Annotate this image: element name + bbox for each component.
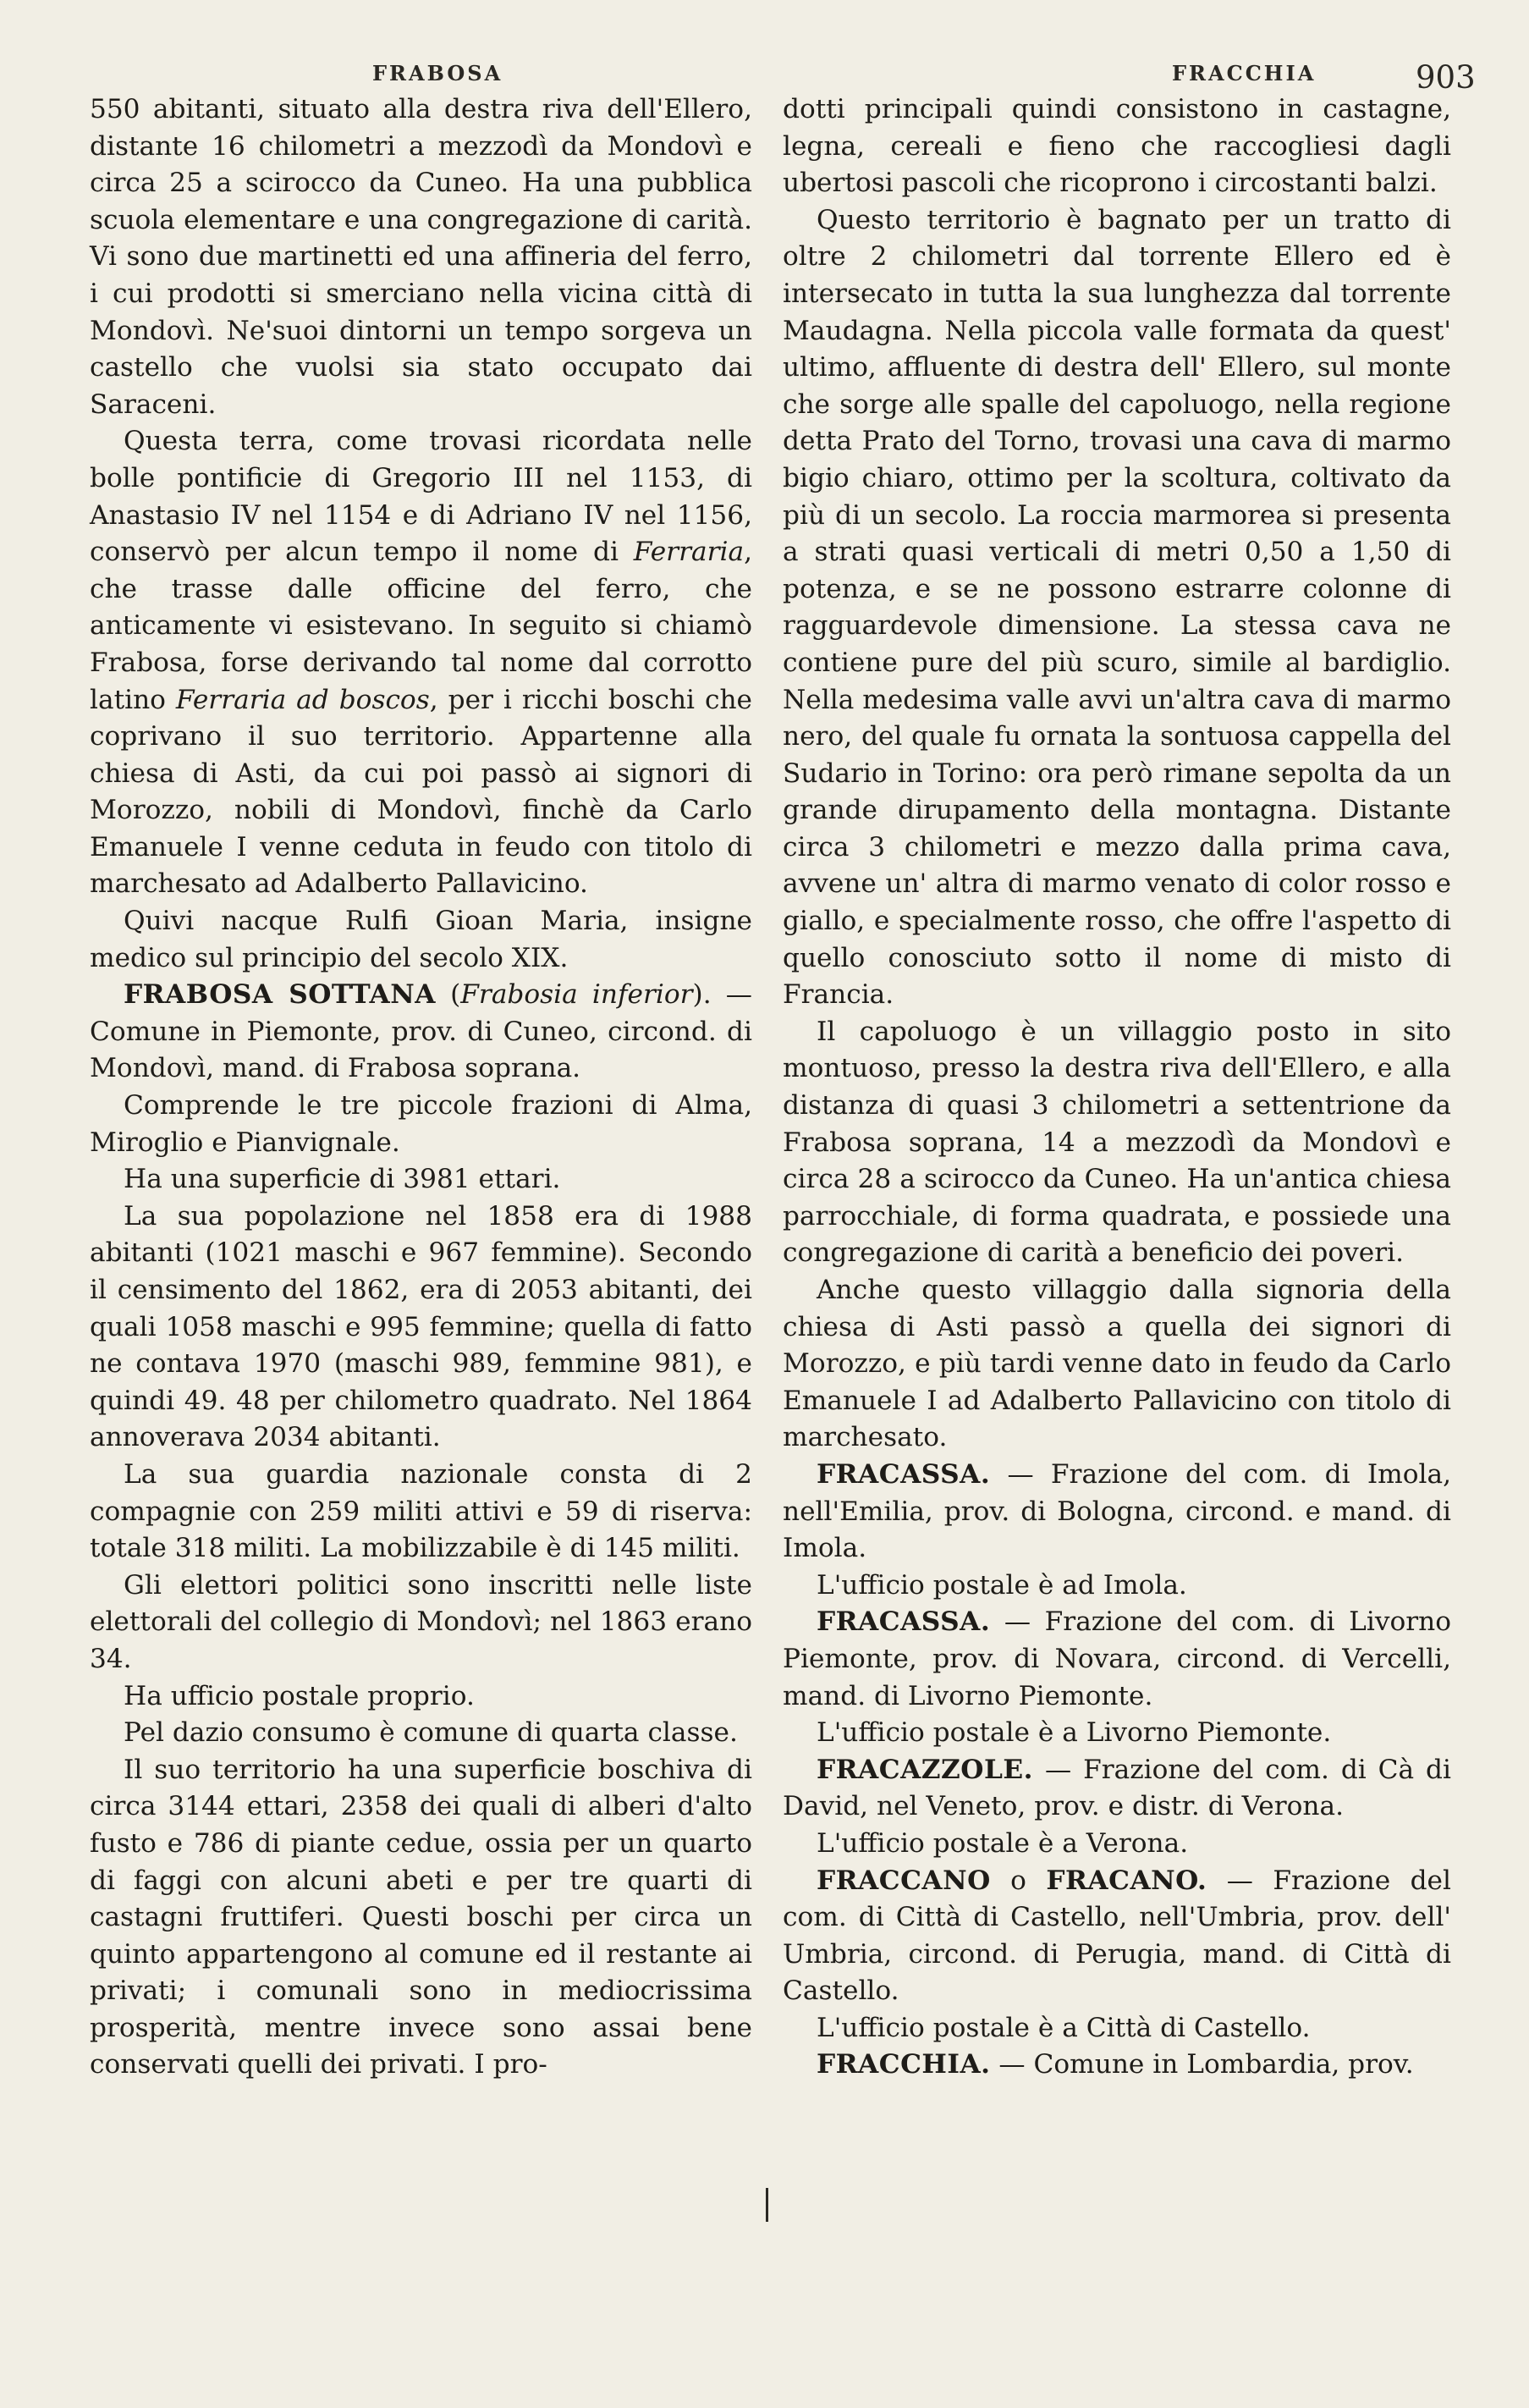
entry-headword: FRABOSA SOTTANA bbox=[124, 979, 436, 1011]
paragraph: La sua guardia nazionale consta di 2 compagnie con 259 militi attivi e 59 di riserva: totale 318 militi. La mobilizzabile è di 145 militi. bbox=[90, 1458, 752, 1564]
paragraph: Quivi nacque Rulfi Gioan Maria, insigne medico sul principio del secolo XIX. bbox=[90, 906, 752, 973]
paragraph bbox=[783, 1752, 1451, 1826]
paragraph: Gli elettori politici sono inscritti nelle liste elettorali del collegio di Mondovì; nel 1863 erano 34. bbox=[90, 1569, 752, 1674]
italic-term: Ferraria bbox=[633, 537, 745, 568]
page-number: 903 bbox=[1416, 59, 1476, 96]
paragraph-text: — Comune in Lombardia, prov. bbox=[990, 2049, 1414, 2080]
paragraph-text: ). — Comune in Piemonte, prov. di Cuneo, circond. di Mondovì, mand. di Frabosa soprana. bbox=[90, 979, 752, 1084]
entry-headword: FRACCHIA. bbox=[817, 2049, 991, 2080]
paragraph: dotti principali quindi consistono in castagne, legna, cereali e fieno che raccogliesi dagli ubertosi pascoli che ricoprono i circostanti balzi. bbox=[783, 94, 1451, 199]
paragraph bbox=[90, 977, 752, 1088]
paragraph: Il capoluogo è un villaggio posto in sito montuoso, presso la destra riva dell'Ellero, e alla distanza di quasi 3 chilometri a settentrione da Frabosa soprana, 14 a mezzodì da Mondovì e circa 28 a scirocco da Cuneo. Ha un'antica chiesa parrocchiale, di forma quadrata, e possiede una congregazione di carità a beneficio dei poveri. bbox=[783, 1016, 1451, 1269]
italic-term: Ferraria ad boscos bbox=[175, 684, 430, 715]
paragraph: L'ufficio postale è a Livorno Piemonte. bbox=[817, 1717, 1332, 1749]
paragraph-text: Questa terra, come trovasi ricordata nelle bolle pontificie di Gregorio III nel 1153, di Anastasio IV nel 1154 e di Adriano IV nel 1156, conservò per alcun tempo il nome di bbox=[90, 426, 752, 568]
paragraph-text: — Frazione del com. di Imola, nell'Emilia, prov. di Bologna, circond. e mand. di Imola. bbox=[783, 1458, 1451, 1564]
paragraph bbox=[783, 1604, 1451, 1715]
entry-headword: FRACAZZOLE. bbox=[817, 1754, 1034, 1785]
running-head-right: FRACCHIA bbox=[1172, 61, 1317, 85]
paragraph-text: o bbox=[990, 1865, 1047, 1896]
entry-headword: FRACANO. bbox=[1046, 1865, 1207, 1896]
column-end-rule bbox=[766, 2188, 768, 2222]
paragraph-text: — Frazione del com. di Cà di David, nel Veneto, prov. e distr. di Verona. bbox=[783, 1754, 1451, 1822]
right-column bbox=[783, 91, 1451, 2084]
paragraph-text: ( bbox=[435, 979, 461, 1011]
paragraph: Pel dazio consumo è comune di quarta classe. bbox=[124, 1717, 738, 1749]
paragraph-text: , che trasse dalle officine del ferro, che anticamente vi esistevano. In seguito si chiamò Frabosa, forse derivando tal nome dal corrotto latino bbox=[90, 537, 752, 715]
paragraph bbox=[783, 1457, 1451, 1568]
paragraph: 550 abitanti, situato alla destra riva dell'Ellero, distante 16 chilometri a mezzodì da Mondovì e circa 25 a scirocco da Cuneo. Ha una pubblica scuola elementare e una congregazione di carità. Vi sono due martinetti ed una affineria del ferro, i cui prodotti si smerciano nella vicina città di Mondovì. Ne'suoi dintorni un tempo sorgeva un castello che vuolsi sia stato occupato dai Saraceni. bbox=[90, 94, 752, 420]
italic-term: Frabosia inferior bbox=[460, 979, 693, 1011]
paragraph-text: — Frazione del com. di Livorno Piemonte, prov. di Novara, circond. di Vercelli, mand. di Livorno Piemonte. bbox=[783, 1606, 1451, 1711]
paragraph: Ha una superficie di 3981 ettari. bbox=[124, 1164, 561, 1195]
paragraph: Il suo territorio ha una superficie boschiva di circa 3144 ettari, 2358 dei quali di alberi d'alto fusto e 786 di piante cedue, ossia per un quarto di faggi con alcuni abeti e per tre quarti di castagni fruttiferi. Questi boschi per circa un quinto appartengono al comune ed il restante ai privati; i comunali sono in mediocrissima prosperità, mentre invece sono assai bene conservati quelli dei privati. I pro- bbox=[90, 1754, 752, 2080]
left-column bbox=[90, 91, 752, 2084]
paragraph bbox=[783, 1863, 1451, 2010]
paragraph: Ha ufficio postale proprio. bbox=[124, 1680, 475, 1711]
running-head-left: FRABOSA bbox=[372, 61, 503, 85]
paragraph: Comprende le tre piccole frazioni di Alma, Miroglio e Pianvignale. bbox=[90, 1090, 752, 1158]
entry-headword: FRACCANO bbox=[817, 1865, 991, 1896]
paragraph: Questo territorio è bagnato per un tratto di oltre 2 chilometri dal torrente Ellero ed è intersecato in tutta la sua lunghezza dal torrente Maudagna. Nella piccola valle formata da quest' ultimo, affluente di destra dell' Ellero, sul monte che sorge alle spalle del capoluogo, nella regione detta Prato del Torno, trovasi una cava di marmo bigio chiaro, ottimo per la scoltura, coltivato da più di un secolo. La roccia marmorea si presenta a strati quasi verticali di metri 0,50 a 1,50 di potenza, e se ne possono estrarre colonne di ragguardevole dimensione. La stessa cava ne contiene pure del più scuro, simile al bardiglio. Nella medesima valle avvi un'altra cava di marmo nero, del quale fu ornata la sontuosa cappella del Sudario in Torino: ora però rimane sepolta da un grande dirupamento della montagna. Distante circa 3 chilometri e mezzo dalla prima cava, avvene un' altra di marmo venato di color rosso e giallo, e specialmente rosso, che offre l'aspetto di quello conosciuto sotto il nome di misto di Francia. bbox=[783, 204, 1451, 1011]
entry-headword: FRACASSA. bbox=[817, 1458, 991, 1490]
paragraph: L'ufficio postale è a Città di Castello. bbox=[817, 2012, 1311, 2043]
paragraph-text: , per i ricchi boschi che coprivano il suo territorio. Appartenne alla chiesa di Asti, da cui poi passò ai signori di Morozzo, nobili di Mondovì, finchè da Carlo Emanuele I venne ceduta in feudo con titolo di marchesato ad Adalberto Pallavicino. bbox=[90, 684, 752, 900]
paragraph: La sua popolazione nel 1858 era di 1988 abitanti (1021 maschi e 967 femmine). Secondo il censimento del 1862, era di 2053 abitanti, dei quali 1058 maschi e 995 femmine; quella di fatto ne contava 1970 (maschi 989, femmine 981), e quindi 49. 48 per chilometro quadrato. Nel 1864 annoverava 2034 abitanti. bbox=[90, 1200, 752, 1453]
paragraph bbox=[783, 2047, 1451, 2084]
paragraph-text: — Frazione del com. di Città di Castello, nell'Umbria, prov. dell' Umbria, circond. di Perugia, mand. di Città di Castello. bbox=[783, 1865, 1451, 2007]
paragraph bbox=[90, 423, 752, 903]
entry-headword: FRACASSA. bbox=[817, 1606, 991, 1638]
paragraph: Anche questo villaggio dalla signoria della chiesa di Asti passò a quella dei signori di Morozzo, e più tardi venne dato in feudo da Carlo Emanuele I ad Adalberto Pallavicino con titolo di marchesato. bbox=[783, 1275, 1451, 1453]
paragraph: L'ufficio postale è a Verona. bbox=[817, 1827, 1189, 1859]
paragraph: L'ufficio postale è ad Imola. bbox=[817, 1569, 1187, 1601]
